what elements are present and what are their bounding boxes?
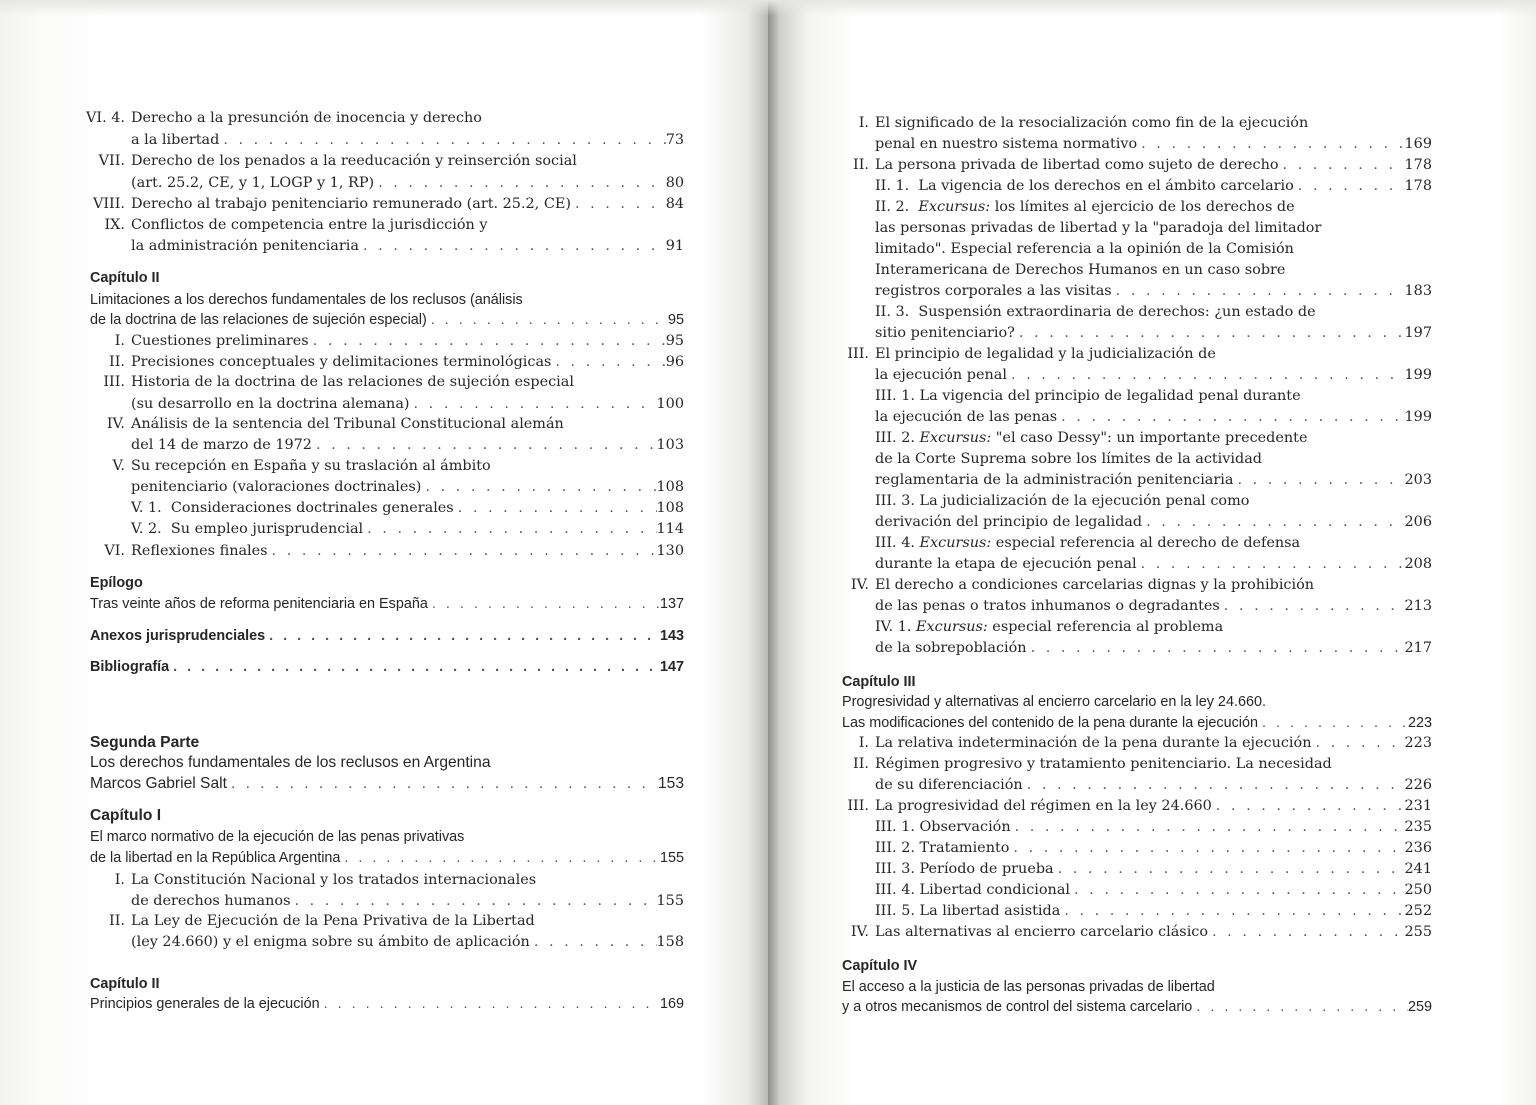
left-toc-row — [90, 753, 684, 773]
toc-entry-subnumber: IV. 1. — [875, 619, 917, 635]
excursus-label: Excursus: — [919, 535, 992, 551]
right-toc-row — [823, 817, 1432, 837]
toc-page-number: 137 — [659, 596, 684, 612]
left-toc-row — [82, 394, 684, 414]
dot-leader — [290, 891, 656, 911]
left-toc-row — [82, 108, 684, 128]
right-toc-row — [823, 733, 1432, 753]
dot-leader — [1007, 365, 1405, 385]
toc-page-number: 206 — [1404, 514, 1432, 530]
toc-entry-title: Cuestiones preliminares — [131, 333, 309, 349]
toc-entry-text: especial referencia al problema — [987, 619, 1224, 635]
toc-entry-title: Derecho de los penados a la reeducación y reinserción social — [131, 153, 577, 169]
dot-leader — [1057, 407, 1404, 427]
right-toc-row — [823, 533, 1432, 553]
dot-leader — [1137, 554, 1405, 574]
toc-entry-number: IV. — [106, 416, 125, 432]
toc-entry-title: (su desarrollo en la doctrina alemana) — [131, 396, 410, 412]
toc-entry-title: Capítulo IV — [842, 958, 918, 974]
left-toc-row — [90, 626, 684, 646]
right-toc-row — [823, 176, 1432, 196]
right-toc-row — [823, 796, 1432, 816]
dot-leader — [1233, 470, 1404, 490]
left-toc-row — [82, 870, 684, 890]
toc-entry-title: El significado de la resocialización como fin de la ejecución — [875, 115, 1309, 131]
toc-entry-title: El acceso a la justicia de las personas privadas de libertad — [842, 979, 1215, 995]
right-toc-row — [823, 922, 1432, 942]
toc-entry-title: de las penas o tratos inhumanos o degradantes — [875, 598, 1220, 614]
dot-leader — [1294, 176, 1405, 196]
toc-entry-title: Principios generales de la ejecución — [90, 996, 320, 1012]
right-toc-row — [823, 281, 1432, 301]
toc-entry-number: VI. 4. — [86, 110, 125, 126]
excursus-label: Excursus: — [919, 430, 992, 446]
left-toc-row — [82, 372, 684, 392]
left-toc-row — [82, 891, 684, 911]
toc-entry-title: reglamentaria de la administración penitenciaria — [875, 472, 1234, 488]
toc-entry-title: La Ley de Ejecución de la Pena Privativa de la Libertad — [131, 913, 535, 929]
toc-entry-number: VII. — [98, 153, 125, 169]
left-toc-row — [82, 194, 684, 214]
right-toc-row — [842, 713, 1432, 733]
left-toc-row — [90, 974, 684, 994]
left-toc-row — [82, 498, 684, 518]
dot-leader — [265, 626, 660, 646]
left-toc-row — [90, 733, 684, 753]
dot-leader — [219, 130, 665, 150]
dot-leader — [320, 994, 660, 1014]
toc-page-number: 217 — [1404, 640, 1432, 656]
left-toc-row — [82, 236, 684, 256]
toc-page-number: 199 — [1404, 409, 1432, 425]
left-toc-row — [90, 657, 684, 677]
toc-entry-title: V. 2. Su empleo jurisprudencial — [131, 521, 364, 537]
dot-leader — [571, 194, 666, 214]
toc-entry-title — [875, 617, 1223, 637]
left-toc-row — [82, 215, 684, 235]
toc-entry-title: El principio de legalidad y la judicialización de — [875, 346, 1216, 362]
dot-leader — [1011, 817, 1405, 837]
right-toc-row — [823, 901, 1432, 921]
dot-leader — [340, 848, 660, 868]
left-toc-row — [82, 911, 684, 931]
left-toc-row — [90, 827, 684, 847]
toc-entry-title: Las alternativas al encierro carcelario clásico — [875, 924, 1209, 940]
right-toc-row — [823, 575, 1432, 595]
dot-leader — [1027, 638, 1405, 658]
right-toc-row — [823, 491, 1432, 511]
right-toc-row — [823, 428, 1432, 448]
left-toc-row — [82, 352, 684, 372]
toc-entry-title: a la libertad — [131, 132, 220, 148]
toc-entry-title: la ejecución penal — [875, 367, 1007, 383]
right-toc-row — [842, 977, 1432, 997]
toc-page-number: 80 — [665, 175, 684, 191]
toc-entry-subnumber: III. 2. — [875, 430, 920, 446]
dot-leader — [428, 594, 660, 614]
dot-leader — [169, 657, 660, 677]
right-toc-row — [823, 302, 1432, 322]
toc-entry-number: V. — [112, 458, 125, 474]
dot-leader — [1015, 323, 1405, 343]
toc-entry-title: III. 3. La judicialización de la ejecución penal como — [875, 493, 1250, 509]
toc-entry-title: de la Corte Suprema sobre los límites de la actividad — [875, 451, 1263, 467]
toc-entry-title: Derecho al trabajo penitenciario remunerado (art. 25.2, CE) — [131, 196, 571, 212]
toc-page-number: 153 — [657, 775, 684, 792]
dot-leader — [427, 310, 668, 330]
dot-leader — [363, 519, 656, 539]
left-toc-row — [90, 848, 684, 868]
toc-page-number: 197 — [1404, 325, 1432, 341]
toc-page-number: 241 — [1404, 861, 1432, 877]
toc-page-number: 252 — [1404, 903, 1432, 919]
right-toc-row — [823, 239, 1432, 259]
toc-page-number: 95 — [667, 312, 684, 328]
toc-page-number: 199 — [1404, 367, 1432, 383]
dot-leader — [1023, 775, 1405, 795]
toc-entry-number: I. — [858, 735, 869, 751]
toc-entry-title: (ley 24.660) y el enigma sobre su ámbito de aplicación — [131, 934, 530, 950]
toc-entry-title: Reflexiones finales — [131, 543, 268, 559]
left-toc-row — [82, 541, 684, 561]
toc-entry-title: V. 1. Consideraciones doctrinales generales — [131, 500, 454, 516]
toc-entry-title: III. 5. La libertad asistida — [875, 903, 1061, 919]
right-toc-row — [823, 880, 1432, 900]
toc-page-number: 259 — [1407, 999, 1432, 1015]
dot-leader — [309, 331, 666, 351]
toc-entry-title: El derecho a condiciones carcelarias dignas y la prohibición — [875, 577, 1315, 593]
toc-entry-title: registros corporales a las visitas — [875, 283, 1112, 299]
toc-page-number: 178 — [1404, 178, 1432, 194]
toc-entry-title: Progresividad y alternativas al encierro carcelario en la ley 24.660. — [842, 694, 1266, 710]
dot-leader — [227, 774, 658, 794]
toc-page-number: 114 — [656, 521, 684, 537]
dot-leader — [1212, 796, 1405, 816]
toc-entry-title: Anexos jurisprudenciales — [90, 628, 266, 644]
toc-page-number: 130 — [656, 543, 684, 559]
toc-entry-title: Derecho a la presunción de inocencia y derecho — [131, 110, 482, 126]
right-toc-row — [823, 218, 1432, 238]
toc-entry-title: III. 1. La vigencia del principio de legalidad penal durante — [875, 388, 1301, 404]
dot-leader — [1070, 880, 1405, 900]
toc-entry-title: Marcos Gabriel Salt — [90, 775, 227, 792]
toc-entry-title: Capítulo II — [90, 270, 160, 286]
toc-entry-title: III. 1. Observación — [875, 819, 1011, 835]
toc-page-number: 223 — [1407, 715, 1432, 731]
left-toc-row — [90, 573, 684, 593]
left-toc-row — [82, 435, 684, 455]
right-toc-row — [823, 554, 1432, 574]
right-toc-row — [823, 754, 1432, 774]
right-toc-row — [823, 386, 1432, 406]
dot-leader — [530, 932, 657, 952]
toc-entry-title: Epílogo — [90, 575, 143, 591]
dot-leader — [268, 541, 657, 561]
toc-page-number: 143 — [659, 628, 684, 644]
right-toc-row — [823, 638, 1432, 658]
toc-entry-title: La persona privada de libertad como sujeto de derecho — [875, 157, 1279, 173]
excursus-label: Excursus: — [918, 199, 991, 215]
toc-entry-number: I. — [114, 333, 125, 349]
toc-page-number: 213 — [1404, 598, 1432, 614]
right-toc-row — [823, 617, 1432, 637]
dot-leader — [1220, 596, 1405, 616]
toc-entry-title: Historia de la doctrina de las relaciones de sujeción especial — [131, 374, 574, 390]
right-toc-row — [823, 838, 1432, 858]
toc-entry-title: derivación del principio de legalidad — [875, 514, 1143, 530]
toc-entry-number: II. — [853, 157, 869, 173]
right-toc-row — [823, 155, 1432, 175]
toc-entry-number: II. — [853, 756, 869, 772]
toc-page-number: 108 — [656, 500, 684, 516]
dot-leader — [1279, 155, 1405, 175]
toc-entry-title: (art. 25.2, CE, y 1, LOGP y 1, RP) — [131, 175, 375, 191]
toc-entry-title: de su diferenciación — [875, 777, 1023, 793]
toc-page-number: 91 — [665, 238, 684, 254]
toc-page-number: 236 — [1404, 840, 1432, 856]
toc-page-number: 95 — [665, 333, 684, 349]
right-toc-row — [823, 470, 1432, 490]
toc-entry-title: la administración penitenciaria — [131, 238, 359, 254]
dot-leader — [359, 236, 666, 256]
toc-page-number: 155 — [659, 850, 684, 866]
toc-entry-title: Capítulo I — [90, 807, 162, 824]
toc-entry-number: IV. — [850, 577, 869, 593]
toc-entry-title: Capítulo II — [90, 976, 160, 992]
toc-entry-title: del 14 de marzo de 1972 — [131, 437, 312, 453]
left-toc-row — [82, 519, 684, 539]
toc-page-number: 169 — [659, 996, 684, 1012]
left-toc-row — [90, 268, 684, 288]
left-toc-row — [82, 173, 684, 193]
left-toc-row — [82, 456, 684, 476]
right-toc-row — [823, 596, 1432, 616]
toc-entry-title: Segunda Parte — [90, 734, 200, 751]
toc-entry-title: sitio penitenciario? — [875, 325, 1015, 341]
toc-entry-title: de la libertad en la República Argentina — [90, 850, 341, 866]
left-toc-row — [82, 331, 684, 351]
toc-entry-text: "el caso Dessy": un importante precedente — [991, 430, 1308, 446]
toc-entry-title: penitenciario (valoraciones doctrinales) — [131, 479, 422, 495]
toc-entry-title: de la sobrepoblación — [875, 640, 1027, 656]
toc-entry-title — [875, 428, 1307, 448]
right-toc-row — [823, 113, 1432, 133]
dot-leader — [454, 498, 657, 518]
left-toc-row — [82, 151, 684, 171]
toc-page-number: 155 — [656, 893, 684, 909]
toc-entry-title: La progresividad del régimen en la ley 24.660 — [875, 798, 1212, 814]
left-toc-row — [82, 477, 684, 497]
toc-entry-number: VI. — [104, 543, 125, 559]
toc-page-number: 208 — [1404, 556, 1432, 572]
toc-entry-title: III. 2. Tratamiento — [875, 840, 1010, 856]
page-top-shadow — [768, 0, 1536, 16]
left-toc-row — [90, 290, 684, 310]
right-toc-row — [823, 134, 1432, 154]
toc-page-number: 100 — [656, 396, 684, 412]
toc-page-number: 73 — [665, 132, 684, 148]
toc-entry-title: II. 3. Suspensión extraordinaria de derechos: ¿un estado de — [875, 304, 1316, 320]
right-toc-row — [823, 344, 1432, 364]
toc-entry-text: especial referencia al derecho de defensa — [991, 535, 1301, 551]
dot-leader — [1054, 859, 1405, 879]
left-toc-row — [82, 130, 684, 150]
toc-entry-title: La Constitución Nacional y los tratados internacionales — [131, 872, 537, 888]
toc-entry-title: Análisis de la sentencia del Tribunal Constitucional alemán — [131, 416, 564, 432]
dot-leader — [312, 435, 657, 455]
right-page — [768, 0, 1536, 1105]
left-toc-row — [82, 414, 684, 434]
toc-page-number: 169 — [1404, 136, 1432, 152]
dot-leader — [421, 477, 656, 497]
toc-entry-text: los límites al ejercicio de los derechos de — [990, 199, 1295, 215]
left-toc-row — [90, 806, 684, 826]
toc-entry-title: III. 3. Período de prueba — [875, 861, 1054, 877]
right-toc-row — [823, 859, 1432, 879]
toc-page-number: 178 — [1404, 157, 1432, 173]
right-toc-row — [823, 260, 1432, 280]
toc-entry-number: III. — [847, 798, 869, 814]
toc-entry-title: las personas privadas de libertad y la "paradoja del limitador — [875, 220, 1322, 236]
right-toc-row — [842, 692, 1432, 712]
right-toc-row — [842, 672, 1432, 692]
toc-entry-title: limitado". Especial referencia a la opinión de la Comisión — [875, 241, 1294, 257]
dot-leader — [1137, 134, 1404, 154]
dot-leader — [1009, 838, 1404, 858]
toc-entry-number: III. — [847, 346, 869, 362]
toc-entry-number: I. — [114, 872, 125, 888]
right-toc-row — [823, 449, 1432, 469]
toc-page-number: 183 — [1404, 283, 1432, 299]
dot-leader — [1208, 922, 1405, 942]
dot-leader — [374, 173, 666, 193]
toc-page-number: 108 — [656, 479, 684, 495]
dot-leader — [1142, 512, 1404, 532]
excursus-label: Excursus: — [916, 619, 988, 635]
toc-entry-title — [875, 533, 1300, 553]
toc-page-number: 147 — [659, 659, 684, 675]
toc-entry-title — [875, 197, 1295, 217]
dot-leader — [1311, 733, 1404, 753]
toc-entry-title: Tras veinte años de reforma penitenciaria en España — [90, 596, 428, 612]
toc-entry-number: I. — [858, 115, 869, 131]
right-toc-row — [842, 997, 1432, 1017]
toc-page-number: 226 — [1404, 777, 1432, 793]
toc-entry-title: II. 1. La vigencia de los derechos en el ámbito carcelario — [875, 178, 1294, 194]
toc-entry-title: Régimen progresivo y tratamiento penitenciario. La necesidad — [875, 756, 1332, 772]
toc-entry-title: Su recepción en España y su traslación al ámbito — [131, 458, 491, 474]
toc-page-number: 158 — [656, 934, 684, 950]
toc-entry-subnumber: III. 4. — [875, 535, 920, 551]
right-toc-row — [823, 407, 1432, 427]
toc-page-number: 203 — [1404, 472, 1432, 488]
dot-leader — [1112, 281, 1405, 301]
dot-leader — [1192, 997, 1408, 1017]
dot-leader — [1258, 713, 1408, 733]
dot-leader — [410, 394, 657, 414]
left-toc-row — [82, 932, 684, 952]
right-toc-row — [842, 956, 1432, 976]
toc-entry-title: Las modificaciones del contenido de la pena durante la ejecución — [842, 715, 1259, 731]
toc-entry-title: Precisiones conceptuales y delimitaciones terminológicas — [131, 354, 552, 370]
toc-entry-subnumber: II. 2. — [875, 199, 919, 215]
toc-entry-title: Conflictos de competencia entre la jurisdicción y — [131, 217, 488, 233]
toc-entry-title: Interamericana de Derechos Humanos en un caso sobre — [875, 262, 1286, 278]
toc-entry-title: El marco normativo de la ejecución de las penas privativas — [90, 829, 465, 845]
toc-page-number: 255 — [1404, 924, 1432, 940]
right-toc-row — [823, 365, 1432, 385]
page-top-shadow — [0, 0, 768, 16]
toc-entry-title: la ejecución de las penas — [875, 409, 1058, 425]
toc-entry-title: penal en nuestro sistema normativo — [875, 136, 1138, 152]
left-toc-row — [90, 994, 684, 1014]
toc-entry-title: de la doctrina de las relaciones de sujeción especial) — [90, 312, 427, 328]
toc-entry-title: y a otros mecanismos de control del sistema carcelario — [842, 999, 1193, 1015]
right-toc-row — [823, 512, 1432, 532]
toc-page-number: 96 — [665, 354, 684, 370]
toc-entry-title: Limitaciones a los derechos fundamentales de los reclusos (análisis — [90, 292, 523, 308]
toc-entry-title: Los derechos fundamentales de los reclusos en Argentina — [90, 754, 491, 771]
dot-leader — [1060, 901, 1404, 921]
toc-entry-number: VIII. — [92, 196, 125, 212]
left-toc-row — [90, 594, 684, 614]
toc-entry-title: Bibliografía — [90, 659, 170, 675]
toc-entry-number: IX. — [104, 217, 125, 233]
toc-page-number: 103 — [656, 437, 684, 453]
right-toc-row — [823, 197, 1432, 217]
toc-entry-title: III. 4. Libertad condicional — [875, 882, 1071, 898]
right-toc-row — [823, 323, 1432, 343]
dot-leader — [551, 352, 665, 372]
toc-entry-title: de derechos humanos — [131, 893, 291, 909]
toc-entry-title: durante la etapa de ejecución penal — [875, 556, 1137, 572]
toc-page-number: 223 — [1404, 735, 1432, 751]
toc-page-number: 84 — [665, 196, 684, 212]
toc-entry-number: II. — [109, 354, 125, 370]
toc-page-number: 231 — [1404, 798, 1432, 814]
right-toc-row — [823, 775, 1432, 795]
toc-entry-number: IV. — [850, 924, 869, 940]
toc-entry-title: Capítulo III — [842, 674, 916, 690]
left-toc-row — [90, 774, 684, 794]
toc-entry-number: II. — [109, 913, 125, 929]
toc-entry-number: III. — [103, 374, 125, 390]
toc-page-number: 250 — [1404, 882, 1432, 898]
toc-page-number: 235 — [1404, 819, 1432, 835]
left-toc-row — [90, 310, 684, 330]
toc-entry-title: La relativa indeterminación de la pena durante la ejecución — [875, 735, 1312, 751]
